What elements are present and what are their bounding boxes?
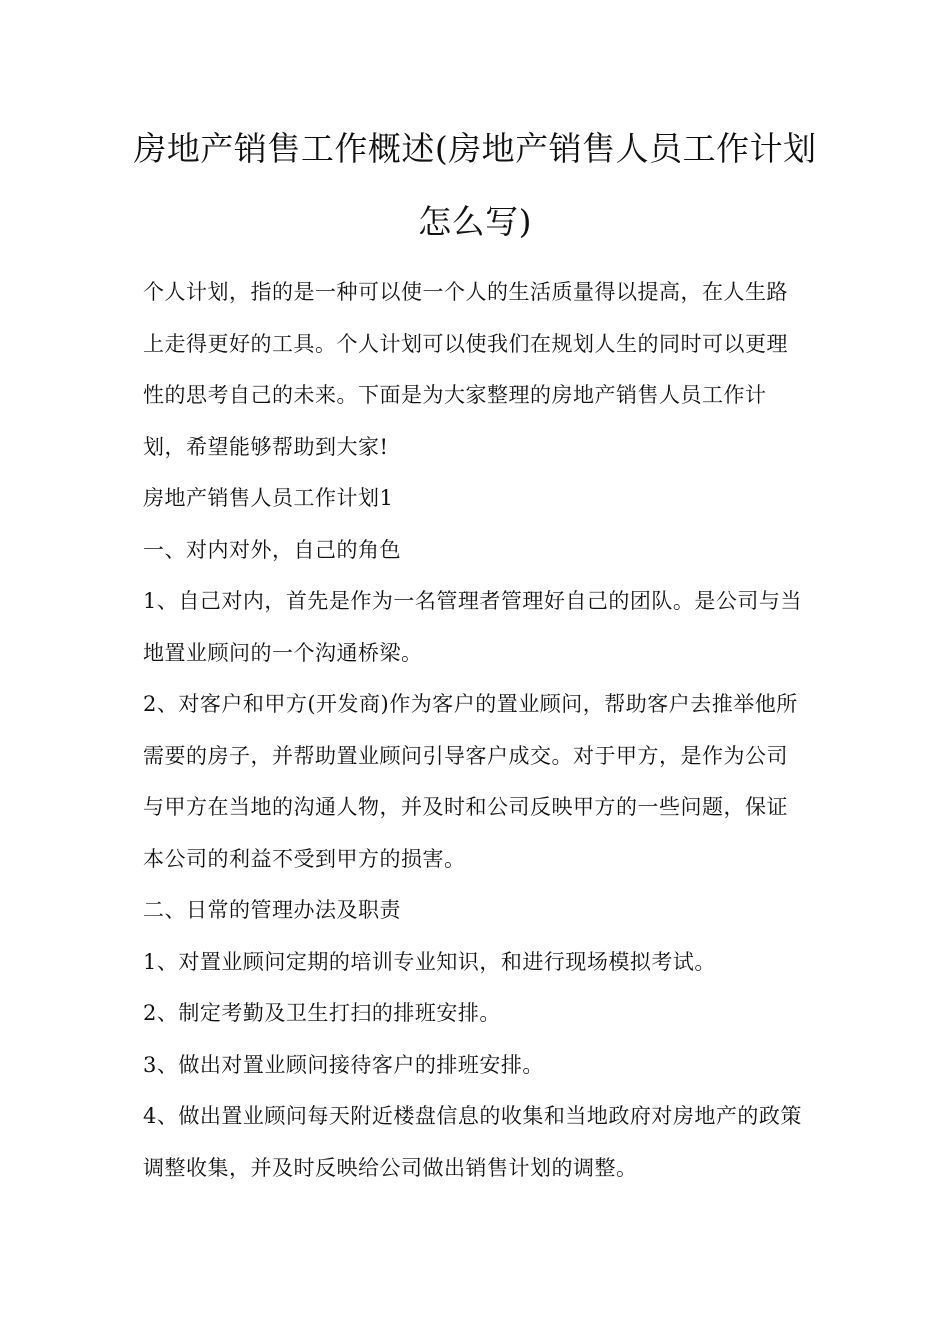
document-title: 房地产销售工作概述(房地产销售人员工作计划怎么写) [133, 129, 817, 241]
paragraph-section-one-heading: 一、对内对外，自己的角色 [143, 537, 401, 562]
paragraph-duty-attendance: 2、制定考勤及卫生打扫的排班安排。 [143, 1001, 501, 1025]
paragraph-role-client: 2、对客户和甲方(开发商)作为客户的置业顾问，帮助客户去推举他所需要的房子，并帮助置业顾问引导客户成交。对于甲方，是作为公司与甲方在当地的沟通人物，并及时和公司反映甲方的一些问题，保证本公司的利益不受到甲方的损害。 [143, 692, 798, 871]
paragraph-intro: 个人计划，指的是一种可以使一个人的生活质量得以提高，在人生路上走得更好的工具。个人计划可以使我们在规划人生的同时可以更理性的思考自己的未来。下面是为大家整理的房地产销售人员工作计划，希望能够帮助到大家! [143, 280, 788, 459]
paragraph-duty-reception: 3、做出对置业顾问接待客户的排班安排。 [143, 1052, 544, 1077]
document-body [143, 267, 809, 1194]
paragraph-section-two-heading: 二、日常的管理办法及职责 [143, 898, 401, 922]
paragraph-duty-market-info: 4、做出置业顾问每天附近楼盘信息的收集和当地政府对房地产的政策调整收集，并及时反映给公司做出销售计划的调整。 [143, 1104, 802, 1180]
paragraph-plan-heading: 房地产销售人员工作计划1 [143, 486, 394, 510]
paragraph-role-internal: 1、自己对内，首先是作为一名管理者管理好自己的团队。是公司与当地置业顾问的一个沟通桥梁。 [143, 589, 802, 665]
paragraph-duty-training: 1、对置业顾问定期的培训专业知识，和进行现场模拟考试。 [143, 949, 716, 974]
